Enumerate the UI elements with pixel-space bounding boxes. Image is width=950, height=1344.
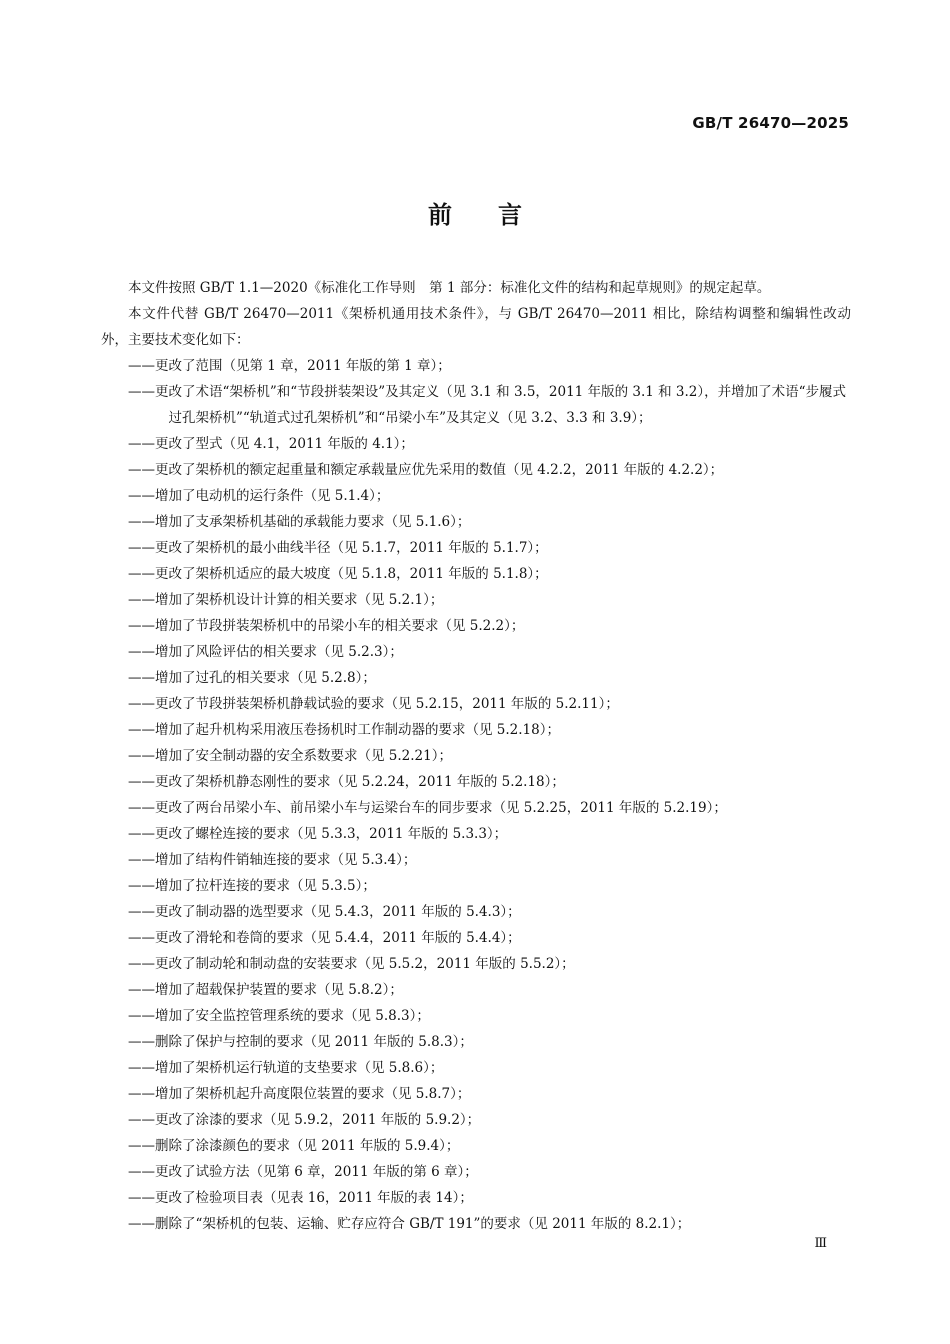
document-body [101, 275, 851, 1237]
list-item: ——更改了检验项目表（见表 16，2011 年版的表 14）； [128, 1190, 473, 1206]
intro-paragraph: 本文件按照 GB/T 1.1—2020《标准化工作导则 第 1 部分：标准化文件的结构和起草规则》的规定起草。 [128, 280, 771, 296]
list-item: ——更改了试验方法（见第 6 章，2011 年版的第 6 章）； [128, 1164, 478, 1180]
list-item: ——增加了安全监控管理系统的要求（见 5.8.3）； [128, 1008, 430, 1024]
list-item: ——更改了架桥机的额定起重量和额定承载量应优先采用的数值（见 4.2.2，2011 年版的 4.2.2）； [128, 462, 724, 478]
list-item: ——更改了螺栓连接的要求（见 5.3.3，2011 年版的 5.3.3）； [128, 826, 508, 842]
list-item: ——增加了节段拼装架桥机中的吊梁小车的相关要求（见 5.2.2）； [128, 618, 525, 634]
list-item: ——增加了拉杆连接的要求（见 5.3.5）； [128, 878, 376, 894]
list-item: ——增加了风险评估的相关要求（见 5.2.3）； [128, 644, 403, 660]
list-item: ——更改了范围（见第 1 章，2011 年版的第 1 章）； [128, 358, 451, 374]
list-item: ——增加了超载保护装置的要求（见 5.8.2）； [128, 982, 403, 998]
list-item: ——增加了支承架桥机基础的承载能力要求（见 5.1.6）； [128, 514, 471, 530]
list-item: ——删除了保护与控制的要求（见 2011 年版的 5.8.3）； [128, 1034, 473, 1050]
list-item: ——更改了架桥机适应的最大坡度（见 5.1.8，2011 年版的 5.1.8）； [128, 566, 548, 582]
list-item: ——删除了“架桥机的包装、运输、贮存应符合 GB/T 191”的要求（见 2011 年版的 8.2.1）； [128, 1216, 691, 1232]
list-item: ——增加了架桥机设计计算的相关要求（见 5.2.1）； [128, 592, 444, 608]
list-item: ——更改了两台吊梁小车、前吊梁小车与运梁台车的同步要求（见 5.2.25，2011 年版的 5.2.19）； [128, 800, 727, 816]
list-item: ——更改了架桥机的最小曲线半径（见 5.1.7，2011 年版的 5.1.7）； [128, 540, 548, 556]
page-title: 前言 [428, 201, 568, 229]
list-item: ——更改了滑轮和卷筒的要求（见 5.4.4，2011 年版的 5.4.4）； [128, 930, 521, 946]
list-item: ——增加了架桥机起升高度限位装置的要求（见 5.8.7）； [128, 1086, 471, 1102]
list-item: ——增加了电动机的运行条件（见 5.1.4）； [128, 488, 390, 504]
replacement-paragraph: 本文件代替 GB/T 26470—2011《架桥机通用技术条件》，与 GB/T 26470—2011 相比，除结构调整和编辑性改动外，主要技术变化如下： [101, 306, 851, 348]
list-item: ——增加了架桥机运行轨道的支垫要求（见 5.8.6）； [128, 1060, 444, 1076]
list-item: ——增加了安全制动器的安全系数要求（见 5.2.21）； [128, 748, 452, 764]
list-item: ——更改了术语“架桥机”和“节段拼装架设”及其定义（见 3.1 和 3.5，2011 年版的 3.1 和 3.2），并增加了术语“步履式过孔架桥机”“轨道式过孔架桥机”和“吊梁小车”及其定义（见 3.2、3.3 和 3.9）； [128, 384, 847, 426]
list-item: ——增加了过孔的相关要求（见 5.2.8）； [128, 670, 376, 686]
list-item: ——增加了结构件销轴连接的要求（见 5.3.4）； [128, 852, 417, 868]
list-item: ——更改了架桥机静态刚性的要求（见 5.2.24，2011 年版的 5.2.18）； [128, 774, 565, 790]
list-item: ——更改了节段拼装架桥机静载试验的要求（见 5.2.15，2011 年版的 5.2.11）； [128, 696, 619, 712]
list-item: ——更改了制动器的选型要求（见 5.4.3，2011 年版的 5.4.3）； [128, 904, 521, 920]
list-item: ——更改了涂漆的要求（见 5.9.2，2011 年版的 5.9.2）； [128, 1112, 481, 1128]
list-item: ——更改了型式（见 4.1，2011 年版的 4.1）； [128, 436, 414, 452]
changes-list [101, 353, 851, 1237]
standard-code: GB/T 26470—2025 [692, 114, 849, 132]
list-item: ——删除了涂漆颜色的要求（见 2011 年版的 5.9.4）； [128, 1138, 460, 1154]
list-item: ——更改了制动轮和制动盘的安装要求（见 5.5.2，2011 年版的 5.5.2）； [128, 956, 575, 972]
list-item: ——增加了起升机构采用液压卷扬机时工作制动器的要求（见 5.2.18）； [128, 722, 560, 738]
page-number: Ⅲ [814, 1236, 827, 1251]
